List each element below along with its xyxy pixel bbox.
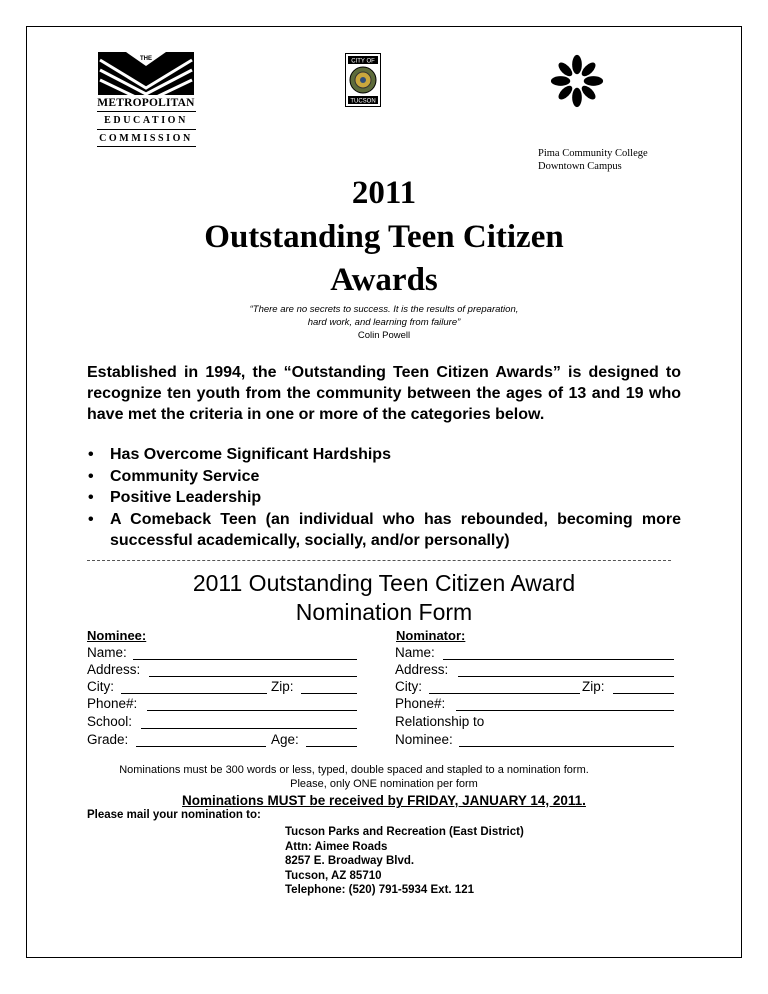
nominator-address-field[interactable] — [458, 676, 674, 677]
nominee-address-label: Address: — [87, 662, 141, 677]
nominator-address-label: Address: — [395, 662, 449, 677]
mec-logo-line2: EDUCATION — [104, 115, 188, 126]
mec-logo-the: THE — [140, 56, 152, 62]
cut-line-divider — [87, 560, 671, 561]
nominee-school-field[interactable] — [141, 728, 357, 729]
deadline-notice: Nominations MUST be received by FRIDAY, JANUARY 14, 2011. — [182, 793, 586, 808]
form-title: 2011 Outstanding Teen Citizen Award — [192, 570, 576, 596]
nominator-name-label: Name: — [395, 645, 435, 660]
nominee-address-field[interactable] — [149, 676, 357, 677]
pima-community-college-logo-icon — [548, 52, 606, 110]
mec-logo-line1: METROPOLITAN — [97, 97, 195, 109]
title-line2: Outstanding Teen Citizen — [204, 219, 564, 255]
nominator-city-field[interactable] — [429, 693, 580, 694]
nominator-relationship-field[interactable] — [459, 746, 674, 747]
mailing-address — [285, 825, 524, 898]
address-line: 8257 E. Broadway Blvd. — [285, 855, 415, 867]
title-line3: Awards — [330, 262, 438, 298]
pcc-caption-line2: Downtown Campus — [538, 161, 622, 172]
nominee-age-field[interactable] — [306, 746, 357, 747]
nominator-zip-field[interactable] — [613, 693, 674, 694]
pcc-caption — [538, 147, 648, 173]
word-limit-note: Nominations must be 300 words or less, typed, double spaced and stapled to a nomination form. — [119, 764, 589, 776]
nominator-phone-label: Phone#: — [395, 696, 446, 711]
nominee-phone-label: Phone#: — [87, 696, 138, 711]
quote-line1: “There are no secrets to success. It is the results of preparation, — [249, 304, 519, 315]
nominee-name-field[interactable] — [133, 659, 357, 660]
category-item: • Community Service — [87, 466, 681, 488]
nominator-name-field[interactable] — [443, 659, 674, 660]
category-list — [87, 444, 681, 552]
quote-author: Colin Powell — [357, 330, 411, 341]
nominator-phone-field[interactable] — [456, 710, 674, 711]
nominator-relationship-label: Relationship to — [395, 714, 485, 729]
one-nomination-note: Please, only ONE nomination per form — [290, 778, 478, 790]
nominator-relationship-label-cont: Nominee: — [395, 732, 453, 747]
title-year: 2011 — [351, 175, 417, 211]
nominee-name-label: Name: — [87, 645, 127, 660]
quote-line2: hard work, and learning from failure” — [307, 317, 461, 328]
nominee-age-label: Age: — [271, 732, 299, 747]
mec-logo-rule — [97, 111, 196, 112]
nominator-heading: Nominator: — [396, 628, 466, 643]
mec-logo-rule — [97, 146, 196, 147]
nominee-heading: Nominee: — [87, 628, 147, 643]
nominee-school-label: School: — [87, 714, 133, 729]
mec-logo-line3: COMMISSION — [99, 133, 193, 144]
nominee-city-label: City: — [87, 679, 114, 694]
form-subtitle: Nomination Form — [295, 599, 473, 625]
nominator-zip-label: Zip: — [582, 679, 605, 694]
category-item: • A Comeback Teen (an individual who has rebounded, becoming more successful academically, socially, and/or personally) — [87, 509, 681, 552]
nominee-phone-field[interactable] — [147, 710, 357, 711]
address-line: Telephone: (520) 791-5934 Ext. 121 — [285, 884, 474, 896]
nominee-grade-field[interactable] — [136, 746, 266, 747]
intro-paragraph: Established in 1994, the “Outstanding Teen Citizen Awards” is designed to recognize ten youth from the community between the ages of 13 and 19 who have met the criteria in one or more of the categories below. — [87, 364, 681, 423]
city-seal-bottom-text: TUCSON — [350, 98, 376, 105]
mail-instruction: Please mail your nomination to: — [87, 809, 261, 821]
nominee-zip-field[interactable] — [301, 693, 357, 694]
address-line: Tucson Parks and Recreation (East District) — [285, 826, 524, 838]
nominator-city-label: City: — [395, 679, 422, 694]
pcc-caption-line1: Pima Community College — [538, 148, 648, 159]
city-of-tucson-seal-icon — [345, 53, 381, 107]
category-item: • Positive Leadership — [87, 487, 681, 509]
mec-logo-rule — [97, 129, 196, 130]
address-line: Attn: Aimee Roads — [285, 840, 388, 853]
nominee-zip-label: Zip: — [271, 679, 294, 694]
address-line: Tucson, AZ 85710 — [285, 869, 382, 882]
city-seal-top-text: CITY OF — [351, 58, 375, 65]
nominee-grade-label: Grade: — [87, 732, 129, 747]
nominee-city-field[interactable] — [121, 693, 267, 694]
category-item: • Has Overcome Significant Hardships — [87, 444, 681, 466]
